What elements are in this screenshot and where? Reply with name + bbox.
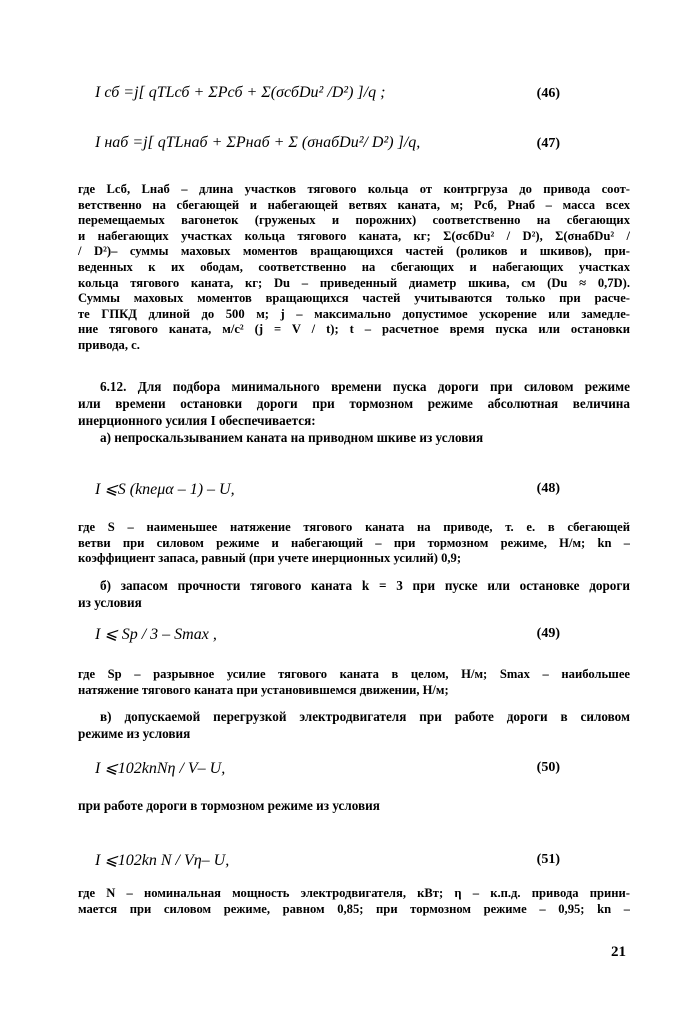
text-line: ветви при силовом режиме и набегающий – при тормозном режиме, Н/м; kn – <box>78 535 630 550</box>
equation-47-formula: I наб =j[ qТLнаб + ΣPнаб + Σ (σнабDu²/ D²) ]/q, <box>95 134 421 151</box>
paragraph-definitions-48 <box>78 520 630 567</box>
paragraph-6-12 <box>78 378 630 429</box>
text-line: в) допускаемой перегрузкой электродвигателя при работе дороги в силовом <box>100 709 630 724</box>
text-line: коэффициент запаса, равный (при учете инерционных усилий) 0,9; <box>78 551 462 566</box>
equation-48-formula: I ⩽S (kneμα – 1) – U, <box>95 481 235 498</box>
text-line: где Sp – разрывное усилие тягового каната в целом, Н/м; Smax – наибольшее <box>78 667 630 681</box>
text-line: веденных к их ободам, соответственно на сбегающих и набегающих участках <box>78 259 630 274</box>
text-line: а) непроскальзыванием каната на приводном шкиве из условия <box>100 430 484 445</box>
text-line: из условия <box>78 595 142 610</box>
text-line: 6.12. Для подбора минимального времени пуска дороги при силовом режиме <box>100 379 630 394</box>
equation-48 <box>95 479 630 499</box>
equation-49 <box>95 624 630 644</box>
text-line: инерционного усилия I обеспечивается: <box>78 413 316 428</box>
equation-46-number: (46) <box>536 86 560 101</box>
equation-49-number: (49) <box>536 626 560 641</box>
paragraph-item-c <box>78 708 630 742</box>
text-line: где Lсб, Lнаб – длина участков тягового кольца от контргруза до привода соот- <box>78 182 630 196</box>
paragraph-definitions-49 <box>78 667 630 698</box>
text-line: где N – номинальная мощность электродвигателя, кВт; η – к.п.д. привода прини- <box>78 886 630 900</box>
text-line: или времени остановки дороги при тормозном режиме абсолютная величина <box>78 396 630 411</box>
text-line: б) запасом прочности тягового каната k = 3 при пуске или остановке дороги <box>100 578 630 593</box>
text-line: те ГПКД длиной до 500 м; j – максимально допустимое ускорение или замедле- <box>78 306 630 321</box>
text-line: при работе дороги в тормозном режиме из условия <box>78 798 380 813</box>
text-line: мается при силовом режиме, равном 0,85; при тормозном режиме – 0,95; kn – <box>78 901 630 916</box>
equation-48-number: (48) <box>536 481 560 496</box>
paragraph-definitions-46-47 <box>78 182 630 354</box>
equation-51-number: (51) <box>536 852 560 867</box>
equation-51 <box>95 850 630 870</box>
equation-47-number: (47) <box>536 136 560 151</box>
equation-49-formula: I ⩽ Sp / 3 – Smax , <box>95 626 217 643</box>
equation-50-number: (50) <box>536 760 560 775</box>
text-line: / D²)– суммы маховых моментов вращающихся частей (роликов и шкивов), при- <box>78 244 630 259</box>
text-line: и набегающих участках кольца тягового каната, кг; Σ(σсбDu² / D²), Σ(σнабDu² / <box>78 228 630 243</box>
paragraph-item-a <box>78 429 630 446</box>
paragraph-item-b <box>78 577 630 611</box>
equation-46-formula: I сб =j[ qТLсб + ΣPсб + Σ(σсбDu² /D²) ]/q ; <box>95 84 386 101</box>
paragraph-definitions-51 <box>78 886 630 917</box>
paragraph-braking-mode <box>78 797 630 814</box>
text-line: ветственно на сбегающей и набегающей ветвях каната, м; Pсб, Pнаб – масса всех <box>78 197 630 212</box>
page-number: 21 <box>611 944 626 960</box>
equation-50 <box>95 758 630 778</box>
text-line: натяжение тягового каната при установившемся движении, Н/м; <box>78 682 449 697</box>
text-line: режиме из условия <box>78 726 191 741</box>
text-line: где S – наименьшее натяжение тягового каната на приводе, т. е. в сбегающей <box>78 520 630 534</box>
text-line: Суммы маховых моментов вращающихся частей учитываются только при расче- <box>78 291 630 306</box>
equation-51-formula: I ⩽102kn N / Vη– U, <box>95 852 230 869</box>
text-line: перемещаемых вагонеток (груженых и порожних) соответственно на сбегающих <box>78 213 630 228</box>
equation-46 <box>95 84 630 102</box>
text-line: ние тягового каната, м/с² (j = V / t); t – расчетное время пуска или остановки <box>78 322 630 337</box>
equation-47 <box>95 134 630 152</box>
equation-50-formula: I ⩽102knNη / V– U, <box>95 760 226 777</box>
text-line: привода, с. <box>78 337 140 352</box>
text-line: кольца тягового каната, кг; Du – приведенный диаметр шкива, см (Du ≈ 0,7D). <box>78 275 630 290</box>
